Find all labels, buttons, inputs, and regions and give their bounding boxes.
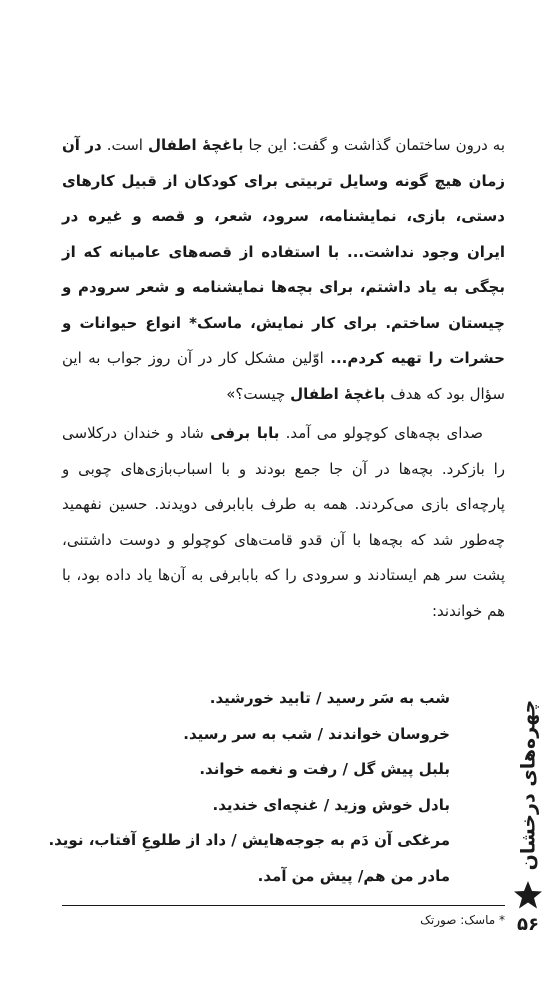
star-icon [513,880,543,910]
body-text [62,128,505,629]
poem-line: مرغکی آن دَم به جوجه‌هایش / داد از طلوعِ آفتاب، نوید. [48,831,450,849]
paragraph-1-part-7: چیست؟» [226,384,291,403]
book-title: چهره‌های درخشان [517,699,539,871]
poem-line: مادر من هم/ پیش من آمد. [257,866,450,885]
running-title [507,690,549,880]
paragraph-2-part-1: صدای بچه‌های کوچولو می آمد. [279,424,484,442]
footnote-divider [62,905,505,906]
poem [48,681,450,894]
poem-line: خروسان خواندند / شب به سر رسید. [183,724,450,743]
footnote: * ماسک: صورتک [420,913,505,927]
paragraph-2-part-3: شاد و خندان درکلاسی را بازکرد. بچه‌ها در آن جا جمع بودند و با اسباب‌بازی‌های چوبی و پارچه‌ای بازی می‌کردند. همه به طرف بابابرفی دویدند. حسین نفهمید چه‌طور شد که بچه‌ها با آن قدو قامت‌های کوچولو و دوست داشتنی، پشت سر هم ایستادند و سرودی را که بابابرفی به آن‌ها یاد داده بود، با هم خواندند: [62,424,505,620]
poem-line: بادل خوش وزید / غنچه‌ای خندید. [212,795,450,814]
kindergarten-name-2: باغچهٔ اطفال [290,384,386,403]
paragraph-1-part-3: است. [101,136,148,154]
poem-line: شب به سَر رسید / تابید خورشید. [209,689,450,707]
baba-barfi-name: بابا برفی [210,424,280,442]
paragraph-1 [62,128,505,412]
paragraph-1-part-5: اوّلین مشکل کار در آن روز جواب به این سؤال بود که هدف [62,349,505,403]
poem-line: بلبل پیش گل / رفت و نغمه خواند. [199,760,450,778]
kindergarten-name-1: باغچهٔ اطفال [147,136,244,154]
paragraph-2 [62,416,505,629]
page-number: ۵۶ [517,914,539,935]
paragraph-1-part-1: به درون ساختمان گذاشت و گفت: این جا [243,136,505,154]
quote-bold-passage: در آن زمان هیچ گونه وسایل تربیتی برای کودکان از قبیل کارهای دستی، بازی، نمایشنامه، سرود، شعر، و قصه و غیره در ایران وجود نداشت... با استفاده از قصه‌های عامیانه که از بچگی به یاد داشتم، برای بچه‌ها نمایشنامه و شعر سرودم و چیستان ساختم. برای کار نمایش، ماسک* انواع حیوانات و حشرات را تهیه کردم... [62,136,505,367]
